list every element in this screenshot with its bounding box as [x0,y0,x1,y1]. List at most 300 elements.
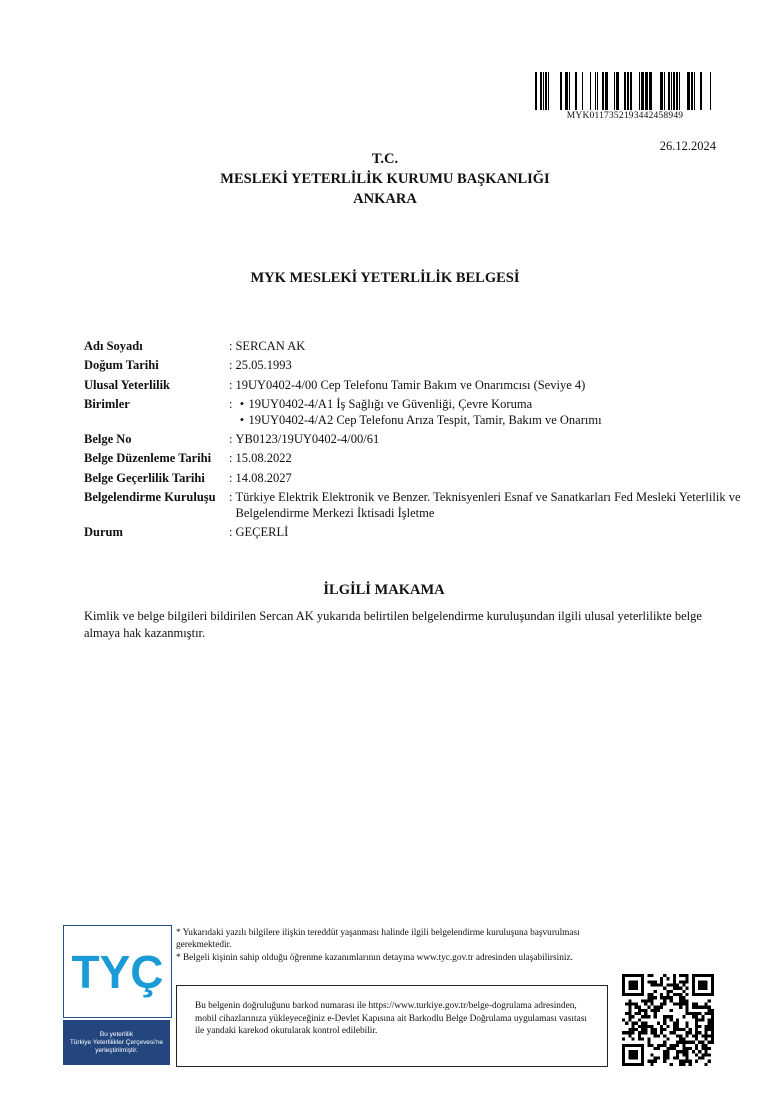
qr-module [711,1034,714,1037]
qr-module [635,1028,638,1031]
qr-module [676,987,679,990]
qr-module [711,1041,714,1044]
barcode-bar [687,72,690,110]
barcode-bar [668,72,670,110]
footer-notes [176,928,586,967]
qr-module [628,1006,631,1009]
barcode-bar [630,72,632,110]
qr-module [641,1031,644,1034]
verification-box [176,985,608,1067]
qr-module [682,1063,685,1066]
qr-module [695,1018,698,1021]
qr-module [651,1044,654,1047]
qr-module [638,1006,641,1009]
qr-module [698,1050,701,1053]
qr-module [651,996,654,999]
qr-module [628,1034,631,1037]
qr-module [695,1034,698,1037]
qr-module [663,1041,666,1044]
qr-module [704,1044,707,1047]
qr-module [708,1034,711,1037]
qr-module [695,1012,698,1015]
qr-module [682,1050,685,1053]
qr-module [689,1031,692,1034]
certificate-info [84,338,774,544]
qr-module [651,1009,654,1012]
qr-module [663,996,666,999]
qr-module [692,1034,695,1037]
qr-module [663,1015,666,1018]
qr-module [708,1047,711,1050]
barcode-bar [624,72,626,110]
qr-module [685,1056,688,1059]
qr-module [660,1006,663,1009]
qr-module [670,1031,673,1034]
qr-module [625,1022,628,1025]
barcode-bar [694,72,695,110]
qr-module [695,1044,698,1047]
qr-module [628,980,638,990]
qr-module [635,1022,638,1025]
qr-module [704,1003,707,1006]
qr-module [663,1056,666,1059]
qr-module [682,1041,685,1044]
qr-module [673,1047,676,1050]
qr-module [654,980,657,983]
qr-module [647,1060,650,1063]
qualification-value: 19UY0402-4/00 Cep Telefonu Tamir Bakım ve Onarımcısı (Seviye 4) [235,377,586,392]
qr-module [647,1044,650,1047]
qr-module [704,1031,707,1034]
qr-module [682,984,685,987]
qr-module [657,1022,660,1025]
qr-module [651,1053,654,1056]
qr-module [708,1053,711,1056]
qr-module [704,1025,707,1028]
qr-module [673,980,676,983]
qr-module [682,1060,685,1063]
qr-module [673,987,676,990]
qr-module [676,1056,679,1059]
qr-module [673,1028,676,1031]
field-birth-date: Doğum Tarihi : 25.05.1993 [84,358,292,373]
qr-module [695,1053,698,1056]
qr-module [632,1022,635,1025]
qr-module [708,1006,711,1009]
qr-module [676,1028,679,1031]
qr-module [676,1025,679,1028]
qr-module [679,1063,682,1066]
qr-module [708,1022,711,1025]
qr-module [698,980,708,990]
qr-module [701,1056,704,1059]
qr-module [685,1009,688,1012]
qr-module [644,1012,647,1015]
field-qualification: Ulusal Yeterlilik : 19UY0402-4/00 Cep Telefonu Tamir Bakım ve Onarımcısı (Seviye 4) [84,377,586,392]
qr-module [685,1022,688,1025]
qr-module [708,1028,711,1031]
qr-module [660,993,663,996]
barcode-bar [540,72,542,110]
qr-module [651,980,654,983]
barcode-bar [595,72,596,110]
qr-module [701,1047,704,1050]
qr-module [708,1060,711,1063]
qr-module [663,1022,666,1025]
qr-module [701,1053,704,1056]
qr-module [698,1012,701,1015]
qr-module [692,1015,695,1018]
qr-module [657,984,660,987]
qr-module [689,1012,692,1015]
barcode-bar [710,72,711,110]
qr-module [685,1003,688,1006]
barcode-bar [649,72,652,110]
barcode-bar [627,72,629,110]
qr-module [644,1028,647,1031]
qr-module [644,1031,647,1034]
qr-module [676,1022,679,1025]
tyc-logo-icon [64,926,171,1017]
qr-module [651,1028,654,1031]
logo-banner-line: yerleştirilmiştir. [95,1046,138,1054]
authority-heading: İLGİLİ MAKAMA [323,582,445,598]
qr-module [701,1015,704,1018]
qr-module [651,1063,654,1066]
tyc-logo-banner [63,1020,170,1065]
qr-module [644,1025,647,1028]
qr-module [635,1006,638,1009]
unit-item: • 19UY0402-4/A2 Cep Telefonu Arıza Tespit, Tamir, Bakım ve Onarımı [235,412,601,428]
barcode-bar [676,72,678,110]
qr-module [628,1012,631,1015]
qr-module [647,974,650,977]
footer-note: * Belgeli kişinin sahip olduğu öğrenme kazanımlarının detayına www.tyc.gov.tr adresinden ulaşabilirsiniz. [176,953,573,963]
qr-module [666,993,669,996]
qr-module [657,1034,660,1037]
qr-module [644,1015,647,1018]
qr-module [657,1009,660,1012]
barcode-bar [671,72,672,110]
qr-module [651,1060,654,1063]
qr-module [666,1053,669,1056]
qr-module [663,1050,666,1053]
qr-module [695,1060,698,1063]
tyc-logo-text: TYÇ [71,946,164,998]
qr-module [673,977,676,980]
qr-module [692,1012,695,1015]
field-validity-date: Belge Geçerlilik Tarihi : 14.08.2027 [84,470,292,485]
qr-module [682,1003,685,1006]
qr-module [632,1031,635,1034]
qr-module [663,1018,666,1021]
qr-module [682,1028,685,1031]
units-list [235,396,601,428]
qr-module [660,980,663,983]
logo-banner-line: Türkiye Yeterlilikler Çerçevesi'ne [69,1038,164,1046]
qr-module [625,1031,628,1034]
qr-module [711,1031,714,1034]
qr-module [628,1050,638,1060]
qr-module [704,1034,707,1037]
qr-module [695,1015,698,1018]
qr-module [641,1022,644,1025]
qr-module [638,1031,641,1034]
qr-module [647,1006,650,1009]
qr-module [682,980,685,983]
qr-module [663,1053,666,1056]
qr-module [685,1060,688,1063]
qr-module [679,1041,682,1044]
qr-module [651,1025,654,1028]
qr-module [679,1003,682,1006]
qr-module [654,1006,657,1009]
qr-module [670,1047,673,1050]
barcode-bar [616,72,619,110]
qr-module [654,1012,657,1015]
qr-module [670,1044,673,1047]
field-label: Birimler [84,396,130,411]
qr-module [641,1037,644,1040]
qr-module [711,1022,714,1025]
qr-module [647,1015,650,1018]
qr-module [654,1028,657,1031]
barcode-number: MYK0117352193442458949 [566,111,684,121]
qr-module [670,984,673,987]
qr-module [641,999,644,1002]
field-name: Adı Soyadı : SERCAN AK [84,339,306,353]
qr-module [663,987,666,990]
barcode-bar [645,72,648,110]
qr-module [663,1003,666,1006]
field-label: Doğum Tarihi [84,358,159,373]
qr-module [711,1015,714,1018]
qr-module [701,1018,704,1021]
qr-module [685,1047,688,1050]
qr-module [641,1028,644,1031]
qr-module [622,1037,625,1040]
qr-module [708,1012,711,1015]
qr-module [632,1003,635,1006]
qr-module [622,1031,625,1034]
qr-module [698,1018,701,1021]
verification-text: Bu belgenin doğruluğunu barkod numarası ile https://www.turkiye.gov.tr/belge-dogrulama adresinden, mobil cihazlarınıza yükleyeceğiniz e-Devlet Kapısına ait Barkodlu Belge Doğrulama uygulaması vasıtası ile yandaki karekod okutularak kontrol edilebilir. [195,1001,587,1036]
qr-module [635,1003,638,1006]
qr-module [647,993,650,996]
field-units: Birimler : • 19UY0402-4/A1 İş Sağlığı ve Güvenliği, Çevre Koruma • 19UY0402-4/A2 Cep Telefonu Arıza Tespit, Tamir, Bakım ve Onarımı [84,396,774,428]
barcode-bar [700,72,702,110]
qr-module [654,1060,657,1063]
qr-module [641,1009,644,1012]
barcode-bar [569,72,570,110]
barcode-bar [545,72,547,110]
qr-module [651,984,654,987]
field-status: Durum : GEÇERLİ [84,525,289,540]
qr-module [628,1028,631,1031]
barcode-bar [548,72,549,110]
name-value: SERCAN AK [235,339,306,353]
qr-module [663,1028,666,1031]
qr-module [651,999,654,1002]
qr-module [685,1012,688,1015]
qr-module [692,1050,695,1053]
qr-module [641,1015,644,1018]
qr-module [711,1028,714,1031]
barcode-bar [535,72,537,110]
qr-module [685,974,688,977]
issue-date-value: 15.08.2022 [235,451,292,466]
qr-module [654,996,657,999]
qr-module [647,1041,650,1044]
field-label: Adı Soyadı [84,339,143,353]
qr-module [695,1003,698,1006]
qr-module [638,1009,641,1012]
qr-module [698,1025,701,1028]
qr-module [689,1028,692,1031]
qr-module [685,1034,688,1037]
qr-module [701,1041,704,1044]
qr-module [673,1022,676,1025]
header-institution: MESLEKİ YETERLİLİK KURUMU BAŞKANLIĞI [220,171,550,187]
qr-module [673,993,676,996]
qr-module [647,980,650,983]
qr-module [673,1044,676,1047]
field-certificate-no: Belge No : YB0123/19UY0402-4/00/61 [84,432,380,447]
qr-module [698,1031,701,1034]
qr-module [644,1009,647,1012]
qr-module [682,1015,685,1018]
qr-module [673,1031,676,1034]
qr-module [692,1006,695,1009]
barcode-bar [560,72,562,110]
qr-module [666,1050,669,1053]
qr-module [704,1053,707,1056]
certificate-title: MYK MESLEKİ YETERLİLİK BELGESİ [250,270,520,286]
qr-module [638,1034,641,1037]
qr-module [666,996,669,999]
qr-module [708,1025,711,1028]
barcode-bar [597,72,598,110]
barcode-bar [679,72,680,110]
qr-module [670,1018,673,1021]
header-tc: T.C. [371,151,399,167]
qr-module [628,1003,631,1006]
qr-module [685,999,688,1002]
qr-module [660,1044,663,1047]
logo-banner-line: Bu yeterlilik [99,1030,134,1038]
qr-module [679,980,682,983]
qr-module [632,1037,635,1040]
barcode-bar [664,72,665,110]
qr-module [666,1037,669,1040]
qr-module [682,1037,685,1040]
barcode-bar [543,72,544,110]
qr-module [625,1012,628,1015]
qr-module [711,1009,714,1012]
qr-module [654,990,657,993]
qr-module [695,1022,698,1025]
qr-module [660,977,663,980]
qr-module [692,1041,695,1044]
qr-module [638,1037,641,1040]
qr-module [654,1009,657,1012]
qr-module [682,1053,685,1056]
qr-module [651,974,654,977]
qr-module [704,1037,707,1040]
qr-module [654,1031,657,1034]
qr-module [673,1003,676,1006]
qr-module [689,1063,692,1066]
qr-module [679,1050,682,1053]
qr-module [685,1041,688,1044]
qr-module [673,984,676,987]
barcode-bar [602,72,604,110]
qr-module [689,1047,692,1050]
qr-module [628,1018,631,1021]
qr-module [670,996,673,999]
qr-module [685,1025,688,1028]
qr-module [689,1060,692,1063]
qr-module [704,1028,707,1031]
qr-module [647,996,650,999]
qr-module [685,1050,688,1053]
qr-module [679,1028,682,1031]
qr-module [644,1022,647,1025]
qr-module [638,1012,641,1015]
qr-module [657,1047,660,1050]
qr-module [685,1053,688,1056]
qr-module [708,1009,711,1012]
field-label: Belge Geçerlilik Tarihi [84,470,205,485]
birth-date-value: 25.05.1993 [235,358,292,373]
barcode-bar [590,72,591,110]
header-city: ANKARA [353,191,417,207]
qr-module [701,1044,704,1047]
barcode-bar [582,72,583,110]
qr-module [628,999,631,1002]
qr-module [654,1047,657,1050]
qr-module [676,1018,679,1021]
qr-module [698,1006,701,1009]
qr-module [651,993,654,996]
qr-module [682,1047,685,1050]
qr-module [695,1037,698,1040]
qr-module [682,996,685,999]
qr-module [685,1006,688,1009]
qr-module [632,1028,635,1031]
qr-code-image [622,974,714,1066]
qr-module [682,1044,685,1047]
qr-module [679,974,682,977]
qr-module [711,1012,714,1015]
qr-module [704,1050,707,1053]
qr-module [711,1037,714,1040]
qr-module [679,993,682,996]
status-value: GEÇERLİ [235,525,289,540]
qr-module [625,1003,628,1006]
qr-module [654,984,657,987]
qr-module [660,1028,663,1031]
qr-module [676,1044,679,1047]
qr-module [685,980,688,983]
qr-module [679,1037,682,1040]
qr-module [654,1015,657,1018]
qr-module [708,999,711,1002]
validity-date-value: 14.08.2027 [235,470,292,485]
qr-module [666,1047,669,1050]
authority-statement: Kimlik ve belge bilgileri bildirilen Sercan AK yukarıda belirtilen belgelendirme kuruluşundan ilgili ulusal yeterlilikte belge almaya hak kazanmıştır. [84,609,702,640]
qr-module [676,984,679,987]
